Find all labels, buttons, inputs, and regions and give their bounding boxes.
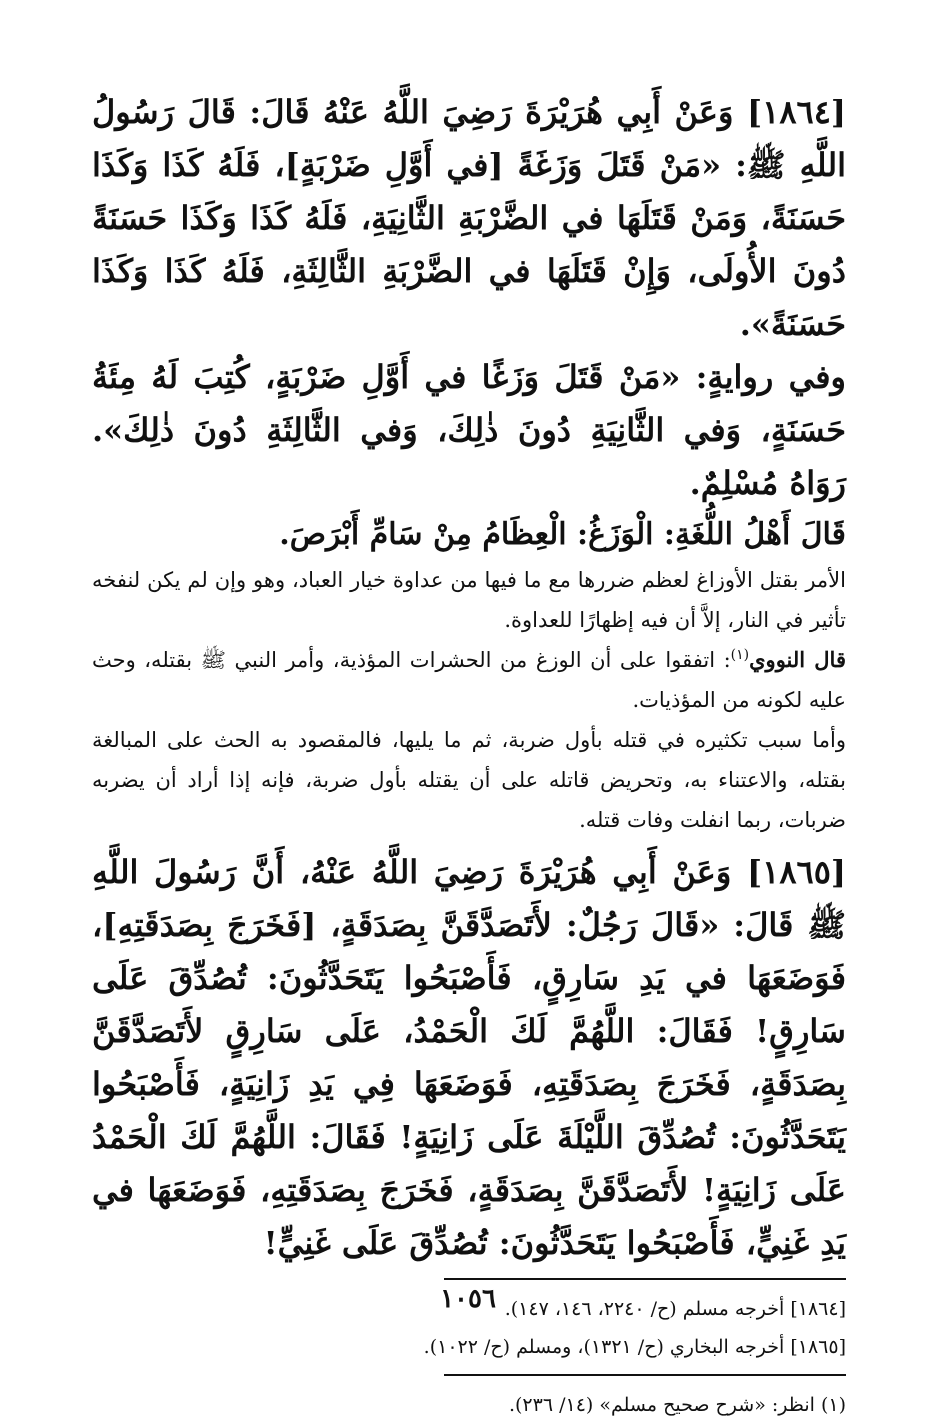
hadith-1864-riwaya: وفي روايةٍ: «مَنْ قَتَلَ وَزَغًا في أَوَّلِ ضَرْبَةٍ، كُتِبَ لَهُ مِئَةُ حَسَنَةٍ، وَفي الثَّانِيَةِ دُونَ ذٰلِكَ، وَفي الثَّالِثَةِ دُونَ ذٰلِكَ». رَوَاهُ مُسْلِمٌ. bbox=[92, 358, 846, 502]
footnote-line: (١) انظر: «شرح صحيح مسلم» (١٤/ ٢٣٦). bbox=[508, 1394, 846, 1416]
hadith-text: وَعَنْ أَبِي هُرَيْرَةَ رَضِيَ اللَّهُ عَنْهُ قَالَ: قَالَ رَسُولُ اللَّهِ ﷺ: «مَنْ قَتَلَ وَزَغَةً [في أَوَّلِ ضَرْبَةٍ]، فَلَهُ كَذَا وَكَذَا حَسَنَةً، وَمَنْ قَتَلَهَا في الضَّرْبَةِ الثَّانِيَةِ، فَلَهُ كَذَا وَكَذَا حَسَنَةً دُونَ الأُولَى، وَإِنْ قَتَلَهَا في الضَّرْبَةِ الثَّالِثَةِ، فَلَهُ كَذَا وَكَذَا حَسَنَةً». bbox=[92, 93, 847, 343]
hadith-text: وَعَنْ أَبِي هُرَيْرَةَ رَضِيَ اللَّهُ عَنْهُ، أَنَّ رَسُولَ اللَّهِ ﷺ قَالَ: «قَالَ رَجُلٌ: لأَتَصَدَّقَنَّ بِصَدَقَةٍ، [فَخَرَجَ بِصَدَقَتِهِ]، فَوَضَعَهَا في يَدِ سَارِقٍ، فَأَصْبَحُوا يَتَحَدَّثُونَ: تُصُدِّقَ عَلَى سَارِقٍ! فَقَالَ: اللَّهُمَّ لَكَ الْحَمْدُ، عَلَى سَارِقٍ لأَتَصَدَّقَنَّ بِصَدَقَةٍ، فَخَرَجَ بِصَدَقَتِهِ، فَوَضَعَهَا فِي يَدِ زَانِيَةٍ، فَأَصْبَحُوا يَتَحَدَّثُونَ: تُصُدِّقَ اللَّيْلَةَ عَلَى زَانِيَةٍ! فَقَالَ: اللَّهُمَّ لَكَ الْحَمْدُ عَلَى زَانِيَةٍ! لأَتَصَدَّقَنَّ بِصَدَقَةٍ، فَخَرَجَ بِصَدَقَتِهِ، فَوَضَعَهَا في يَدِ غَنِيٍّ، فَأَصْبَحُوا يَتَحَدَّثُونَ: تُصُدِّقَ عَلَى غَنِيٍّ! bbox=[92, 853, 847, 1262]
page-number: ١٠٥٦ bbox=[440, 1284, 496, 1314]
language-note: قَالَ أَهْلُ اللُّغَةِ: الْوَزَغُ: الْعِظَامُ مِنْ سَامِّ أَبْرَصَ. bbox=[279, 517, 846, 552]
nawawi-paragraph bbox=[92, 640, 846, 720]
hadith-number: [١٨٦٤] bbox=[746, 93, 847, 131]
takhrij-line: [١٨٦٥] أخرجه البخاري (ح/ ١٣٢١)، ومسلم (ح/ ١٠٢٢). bbox=[423, 1336, 846, 1358]
hadith-1864-body bbox=[92, 86, 846, 351]
commentary-paragraph: الأمر بقتل الأوزاغ لعظم ضررها مع ما فيها من عداوة خيار العباد، وهو وإن لم يكن لنفخه تأثير في النار، إلاَّ أن فيه إظهارًا للعداوة. bbox=[92, 568, 846, 632]
takhrij-line: [١٨٦٤] أخرجه مسلم (ح/ ٢٢٤٠، ١٤٦، ١٤٧). bbox=[504, 1298, 846, 1320]
commentary bbox=[92, 560, 846, 840]
footnote-divider bbox=[444, 1374, 846, 1376]
hadith-1865 bbox=[92, 846, 846, 1270]
takhrij-divider bbox=[444, 1278, 846, 1280]
nawawi-text: : اتفقوا على أن الوزغ من الحشرات المؤذية، وأمر النبي ﷺ بقتله، وحث عليه لكونه من المؤذيات. bbox=[92, 648, 846, 712]
commentary-paragraph: وأما سبب تكثيره في قتله بأول ضربة، ثم ما يليها، فالمقصود به الحث على المبالغة بقتله، والاعتناء به، وتحريض قاتله على أن يقتله بأول ضربة، فإنه إذا أراد أن يضربه ضربات، ربما انفلت وفات قتله. bbox=[92, 728, 846, 832]
hadith-1865-body bbox=[92, 846, 846, 1270]
footnotes bbox=[92, 1386, 846, 1424]
footnote-ref: (١) bbox=[730, 647, 750, 663]
nawawi-lead: قال النووي bbox=[749, 647, 846, 672]
hadith-1864 bbox=[92, 86, 846, 510]
hadith-number: [١٨٦٥] bbox=[746, 853, 847, 891]
